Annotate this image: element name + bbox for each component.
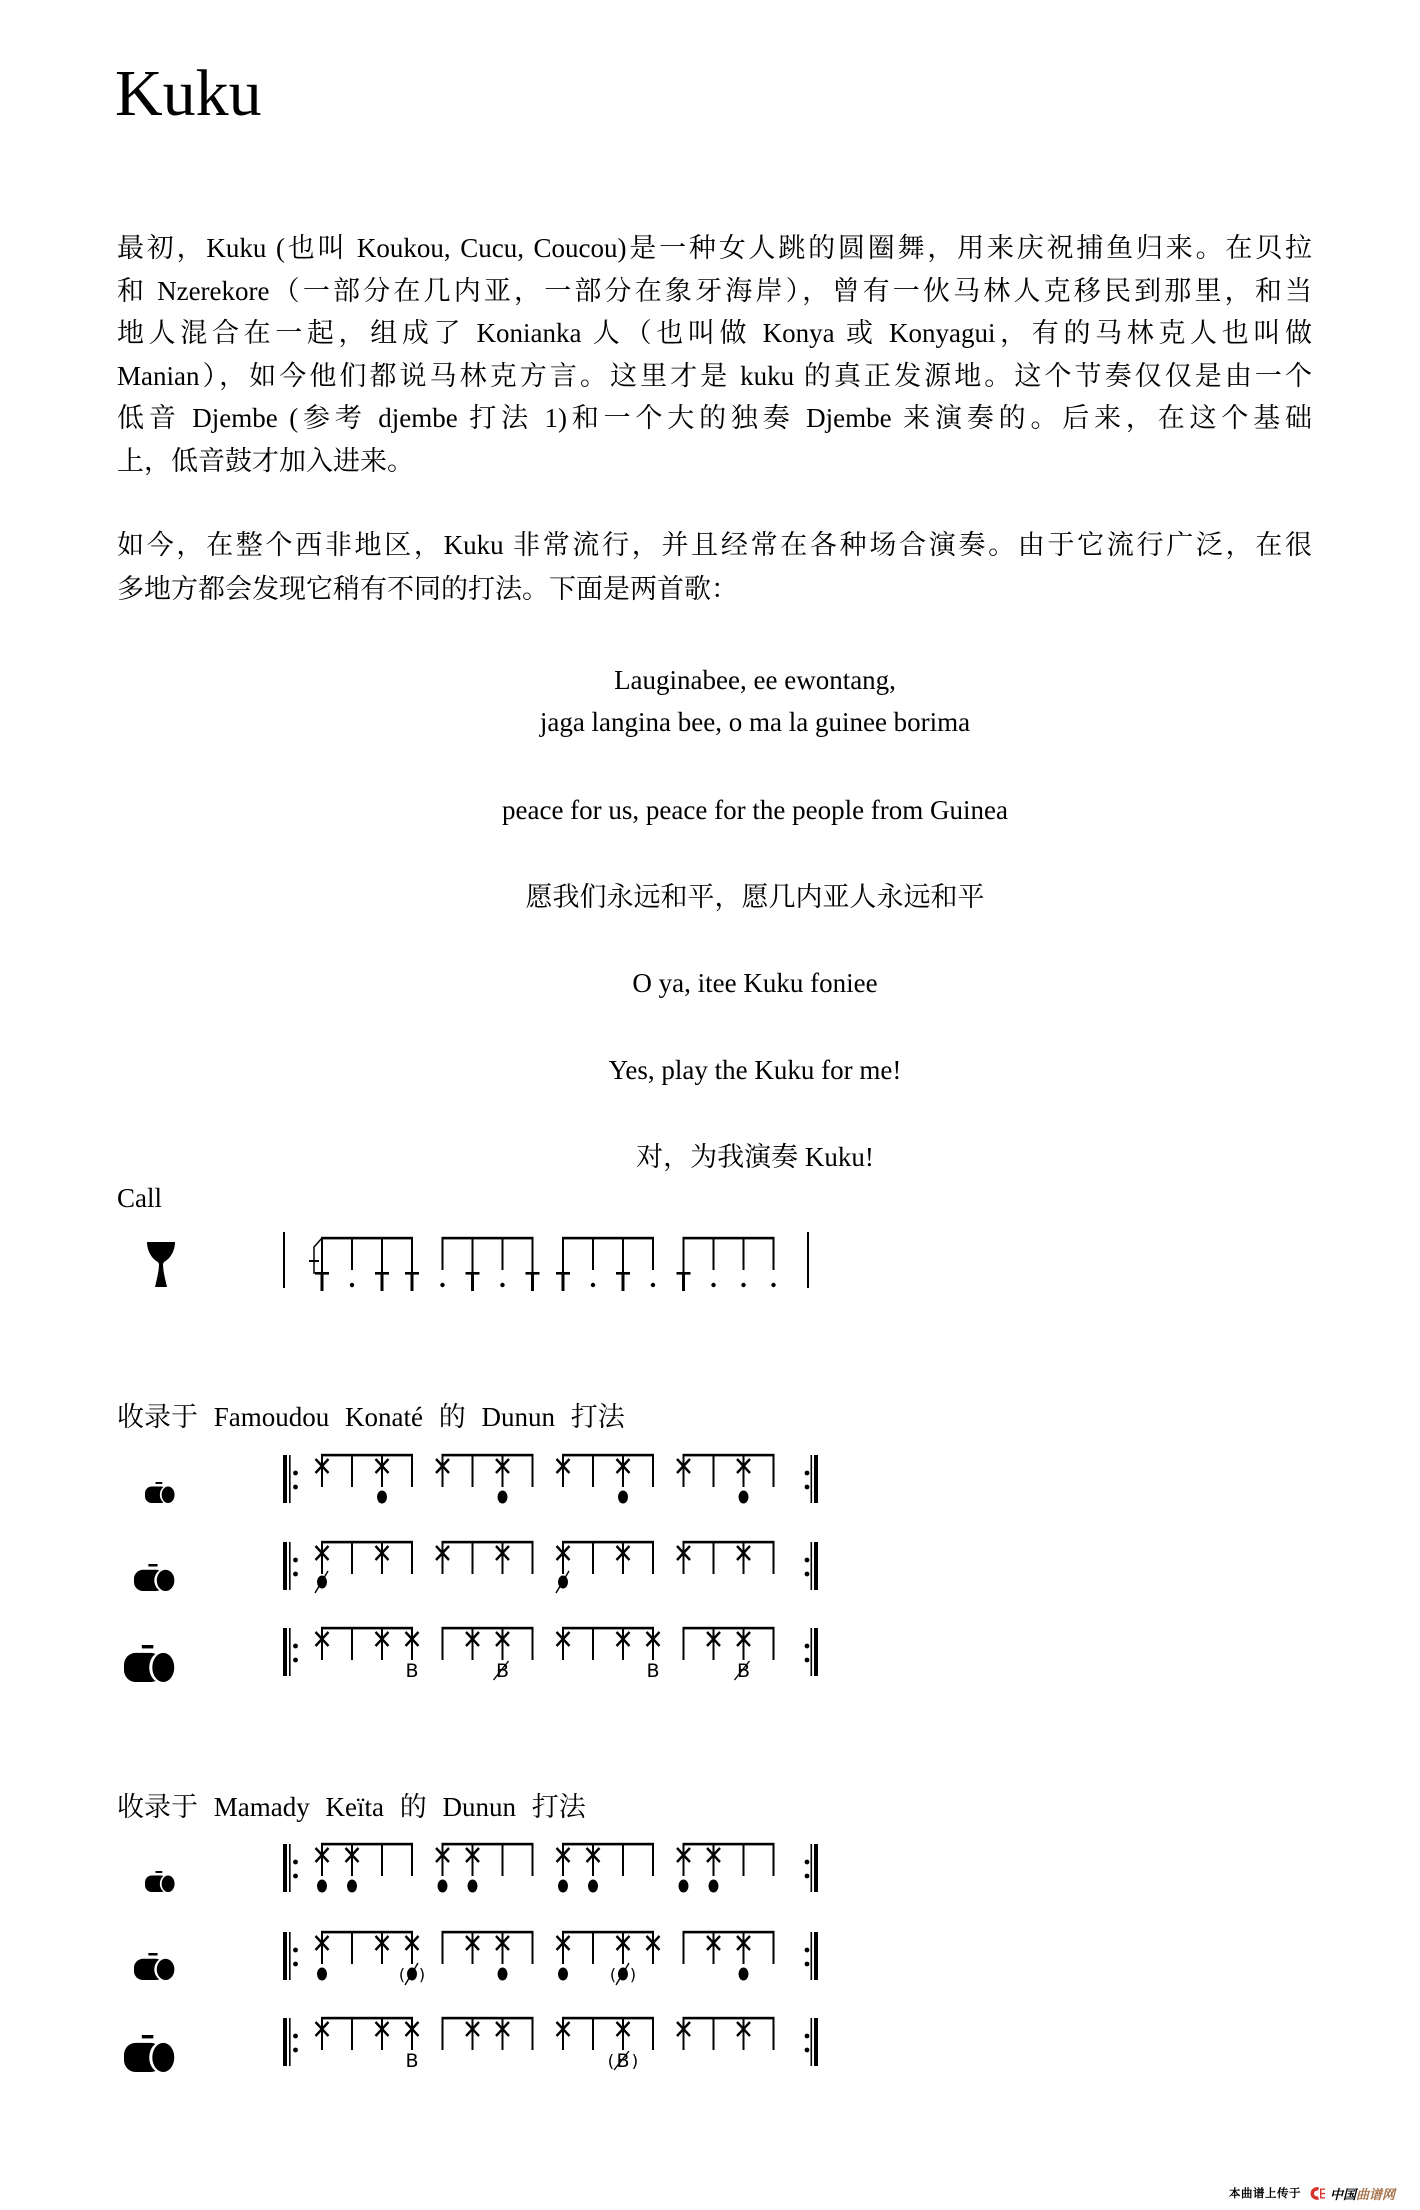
beat-group <box>316 1843 414 1893</box>
note-empty-pulse <box>773 1628 775 1660</box>
note-empty-pulse <box>442 1932 444 1964</box>
paragraph-line: 多地方都会发现它稍有不同的打法。下面是两首歌： <box>117 574 738 604</box>
note-bell <box>466 1628 479 1660</box>
lyric-line: jaga langina bee, o ma la guinee borima <box>539 707 971 737</box>
svg-text:(: ( <box>398 1965 406 1984</box>
note-bell-bass <box>405 2018 418 2072</box>
note-empty-pulse <box>773 2018 775 2050</box>
note-bell-optional-muted-stroke <box>399 1932 425 1985</box>
lyric-line: O ya, itee Kuku foniee <box>632 968 878 998</box>
note-bell-bass <box>646 1628 659 1682</box>
beam <box>442 1541 534 1544</box>
beam <box>683 2017 775 2020</box>
note-empty-pulse <box>411 1542 413 1574</box>
svg-text:B: B <box>646 1660 660 1682</box>
beat-group <box>436 1454 534 1504</box>
note-bell <box>557 1455 570 1487</box>
note-rest <box>651 1238 655 1287</box>
beam <box>683 1627 775 1630</box>
beat-group <box>683 1627 775 1682</box>
note-bell-open-stroke <box>316 1932 329 1981</box>
svg-text:(: ( <box>609 1965 617 1984</box>
note-bell-muted-bass <box>735 1628 751 1682</box>
note-bell <box>557 1628 570 1660</box>
note-bell <box>376 1542 389 1574</box>
note-bell <box>677 1455 690 1487</box>
repeat-start-sign <box>283 2018 298 2066</box>
paragraph-line: 上，低音鼓才加入进来。 <box>117 445 414 476</box>
note-rest <box>771 1238 775 1287</box>
note-rest <box>440 1238 444 1287</box>
beam <box>321 2017 413 2020</box>
note-empty-pulse <box>652 1542 654 1574</box>
note-bell <box>436 1542 449 1574</box>
note-rest <box>741 1238 745 1287</box>
note-empty-pulse <box>592 1542 594 1574</box>
beat-group <box>440 1237 539 1291</box>
beat-group <box>436 1541 534 1574</box>
note-empty-pulse <box>532 1628 534 1660</box>
note-bell <box>617 1542 630 1574</box>
intro-paragraph-2 <box>117 523 1312 611</box>
note-bell-open-stroke <box>557 1844 570 1893</box>
beam <box>683 1931 775 1934</box>
note-empty-pulse <box>773 1932 775 1964</box>
note-bell <box>647 1932 660 1964</box>
note-bell-muted-stroke <box>315 1542 329 1593</box>
beat-group <box>683 1931 775 1981</box>
call-staff <box>0 1228 1420 1303</box>
note-empty-pulse <box>532 1932 534 1964</box>
note-bell <box>316 2018 329 2050</box>
note-tone <box>405 1238 419 1291</box>
paragraph-line: Manian），如今他们都说马林克方言。这里才是 kuku 的真正发源地。这个节奏仅仅是由一个 <box>117 360 1312 391</box>
beat-group <box>557 1931 660 1985</box>
beat-group <box>316 2017 419 2072</box>
note-bell <box>466 2018 479 2050</box>
note-tone <box>375 1238 389 1291</box>
beat-group <box>316 1931 426 1985</box>
beam <box>442 1454 534 1457</box>
note-bell <box>376 1932 389 1964</box>
note-bell-open-stroke <box>587 1844 600 1893</box>
beat-group <box>677 2017 775 2050</box>
note-flam-tone <box>309 1238 329 1291</box>
logo-text-china: 中国 <box>1330 2187 1357 2203</box>
beat-group <box>677 1541 775 1574</box>
logo-text-site: 曲谱网 <box>1356 2187 1396 2203</box>
note-bell-optional-muted-stroke <box>610 1932 636 1985</box>
lyric-translation-zh: 对，为我演奏 Kuku! <box>636 1142 874 1172</box>
beat-group <box>315 1541 413 1593</box>
beam <box>683 1843 775 1846</box>
note-rest <box>500 1238 504 1287</box>
beat-group <box>442 1627 534 1682</box>
beat-group <box>556 1541 654 1593</box>
sangban-staff <box>0 1532 1420 1607</box>
note-empty-pulse <box>411 1844 413 1876</box>
beat-group <box>316 1627 419 1682</box>
repeat-start-sign <box>283 1542 298 1590</box>
repeat-end-sign <box>805 1932 818 1980</box>
beam <box>442 1627 534 1630</box>
lyric-translation-zh: 愿我们永远和平，愿几内亚人永远和平 <box>525 882 985 912</box>
note-empty-pulse <box>713 2018 715 2050</box>
note-empty-pulse <box>652 2018 654 2050</box>
note-empty-pulse <box>773 1455 775 1487</box>
repeat-end-sign <box>805 2018 818 2066</box>
kenkeni-staff <box>0 1834 1420 1909</box>
note-bell-open-stroke <box>557 1932 570 1981</box>
upload-watermark <box>1229 2184 1395 2202</box>
note-bell <box>316 1455 329 1487</box>
beam <box>562 1454 654 1457</box>
beam <box>442 2017 534 2020</box>
beam <box>683 1454 775 1457</box>
note-bell-open-stroke <box>496 1455 509 1504</box>
section-heading: 收录于 Famoudou Konaté 的 Dunun 打法 <box>117 1402 625 1432</box>
note-empty-pulse <box>532 1844 534 1876</box>
note-empty-pulse <box>743 1844 745 1876</box>
beam <box>683 1237 775 1240</box>
svg-text:B: B <box>616 2050 630 2072</box>
repeat-end-sign <box>805 1542 818 1590</box>
note-bell <box>557 2018 570 2050</box>
beat-group <box>309 1237 419 1291</box>
note-empty-pulse <box>442 1628 444 1660</box>
note-tone <box>466 1238 480 1291</box>
note-bell-open-stroke <box>466 1844 479 1893</box>
note-bell <box>617 1628 630 1660</box>
beam <box>442 1237 534 1240</box>
beam <box>442 1931 534 1934</box>
intro-paragraph-1 <box>117 227 1312 483</box>
note-empty-pulse <box>472 1455 474 1487</box>
note-empty-pulse <box>622 1844 624 1876</box>
note-bell-open-stroke <box>346 1844 359 1893</box>
beam <box>321 1454 413 1457</box>
note-empty-pulse <box>683 1628 685 1660</box>
beam <box>442 1843 534 1846</box>
svg-text:B: B <box>495 1660 510 1682</box>
note-bell <box>436 1455 449 1487</box>
note-bell-open-stroke <box>496 1932 509 1981</box>
note-bell-open-stroke <box>737 1455 750 1504</box>
note-empty-pulse <box>351 1628 353 1660</box>
note-empty-pulse <box>713 1542 715 1574</box>
repeat-start-sign <box>283 1844 298 1892</box>
note-empty-pulse <box>592 1455 594 1487</box>
svg-text:(: ( <box>607 2052 615 2072</box>
note-empty-pulse <box>592 1628 594 1660</box>
beam <box>562 1541 654 1544</box>
repeat-start-sign <box>283 1455 298 1503</box>
paragraph-line: 和 Nzerekore（一部分在几内亚，一部分在象牙海岸），曾有一伙马林人克移民到那里，和当 <box>117 275 1312 306</box>
note-empty-pulse <box>773 1542 775 1574</box>
note-bell <box>737 2018 750 2050</box>
note-bell <box>707 1932 720 1964</box>
note-empty-pulse <box>592 1932 594 1964</box>
note-bell <box>737 1542 750 1574</box>
paragraph-line: 地人混合在一起，组成了 Konianka 人（也叫做 Konya 或 Konyagui，有的马林克人也叫做 <box>117 318 1312 349</box>
beam <box>562 1931 654 1934</box>
section-heading: 收录于 Mamady Keïta 的 Dunun 打法 <box>117 1792 586 1822</box>
note-empty-pulse <box>351 1932 353 1964</box>
beam <box>321 1931 413 1934</box>
svg-text:B: B <box>736 1660 751 1682</box>
beat-group <box>677 1237 776 1291</box>
note-bell-open-stroke <box>677 1844 690 1893</box>
note-empty-pulse <box>773 1844 775 1876</box>
beat-group <box>442 2017 534 2050</box>
beam <box>683 1541 775 1544</box>
note-bell <box>496 2018 509 2050</box>
repeat-end-sign <box>805 1628 818 1676</box>
note-bell-optional-muted-bass <box>608 2018 639 2072</box>
note-empty-pulse <box>683 1932 685 1964</box>
note-bell <box>677 1542 690 1574</box>
call-label: Call <box>117 1183 162 1213</box>
note-bell <box>707 1628 720 1660</box>
repeat-end-sign <box>805 1455 818 1503</box>
note-bell-muted-bass <box>494 1628 510 1682</box>
barline-start <box>283 1232 285 1288</box>
note-tone <box>616 1238 630 1291</box>
note-empty-pulse <box>502 1844 504 1876</box>
note-empty-pulse <box>381 1844 383 1876</box>
repeat-start-sign <box>283 1628 298 1676</box>
beam <box>321 1627 413 1630</box>
note-empty-pulse <box>532 1455 534 1487</box>
note-bell <box>376 1628 389 1660</box>
note-bell-open-stroke <box>617 1455 630 1504</box>
barline-end <box>807 1232 809 1288</box>
lyric-translation-en: Yes, play the Kuku for me! <box>608 1055 902 1085</box>
svg-text:): ) <box>629 1965 637 1984</box>
repeat-end-sign <box>805 1844 818 1892</box>
paragraph-line: 如今，在整个西非地区，Kuku 非常流行，并且经常在各种场合演奏。由于它流行广泛，在很 <box>117 530 1312 560</box>
note-empty-pulse <box>532 1542 534 1574</box>
note-empty-pulse <box>411 1455 413 1487</box>
note-rest <box>591 1238 595 1287</box>
lyric-translation-en: peace for us, peace for the people from Guinea <box>502 795 1008 825</box>
note-empty-pulse <box>442 2018 444 2050</box>
beat-group <box>677 1843 775 1893</box>
beat-group <box>316 1454 414 1504</box>
upload-text: 本曲谱上传于 <box>1229 2186 1301 2200</box>
svg-text:): ) <box>631 2052 639 2072</box>
note-empty-pulse <box>351 2018 353 2050</box>
beam <box>321 1541 413 1544</box>
beat-group <box>436 1843 534 1893</box>
note-empty-pulse <box>532 2018 534 2050</box>
dundunba-staff <box>0 2008 1420 2083</box>
beam <box>562 2017 654 2020</box>
sangban-staff <box>0 1922 1420 1997</box>
beat-group <box>557 2017 655 2072</box>
note-tone <box>556 1238 570 1291</box>
beat-group <box>557 1454 655 1504</box>
note-empty-pulse <box>351 1542 353 1574</box>
note-bell <box>376 2018 389 2050</box>
dundunba-staff <box>0 1618 1420 1693</box>
note-bell-open-stroke <box>737 1932 750 1981</box>
note-bell <box>496 1542 509 1574</box>
beat-group <box>557 1843 655 1893</box>
note-rest <box>350 1238 354 1287</box>
beat-group <box>557 1627 660 1682</box>
note-empty-pulse <box>652 1455 654 1487</box>
note-tone <box>677 1238 691 1291</box>
note-empty-pulse <box>713 1455 715 1487</box>
note-bell-muted-stroke <box>556 1542 570 1593</box>
note-empty-pulse <box>592 2018 594 2050</box>
paragraph-line: 低音 Djembe (参考 djembe 打法 1)和一个大的独奏 Djembe 来演奏的。后来，在这个基础 <box>117 403 1312 434</box>
beam <box>321 1843 413 1846</box>
note-bell-open-stroke <box>376 1455 389 1504</box>
note-rest <box>711 1238 715 1287</box>
site-logo-icon <box>1310 2187 1327 2200</box>
note-empty-pulse <box>351 1455 353 1487</box>
beam <box>562 1627 654 1630</box>
note-bell-open-stroke <box>316 1844 329 1893</box>
note-tone <box>526 1238 540 1291</box>
beat-group <box>677 1454 775 1504</box>
note-bell <box>466 1932 479 1964</box>
kenkeni-staff <box>0 1445 1420 1520</box>
svg-text:): ) <box>418 1965 426 1984</box>
note-bell <box>316 1628 329 1660</box>
beat-group <box>556 1237 655 1291</box>
note-bell-open-stroke <box>707 1844 720 1893</box>
svg-text:B: B <box>405 1660 419 1682</box>
beam <box>321 1237 413 1240</box>
svg-text:B: B <box>405 2050 419 2072</box>
beam <box>562 1237 654 1240</box>
note-empty-pulse <box>472 1542 474 1574</box>
note-bell-open-stroke <box>436 1844 449 1893</box>
document-title: Kuku <box>115 57 262 130</box>
note-empty-pulse <box>652 1844 654 1876</box>
repeat-start-sign <box>283 1932 298 1980</box>
lyric-line: Lauginabee, ee ewontang, <box>614 665 896 695</box>
beat-group <box>442 1931 534 1981</box>
note-bell <box>677 2018 690 2050</box>
note-bell-bass <box>405 1628 418 1682</box>
paragraph-line: 最初，Kuku (也叫 Koukou, Cucu, Coucou)是一种女人跳的圆圈舞，用来庆祝捕鱼归来。在贝拉 <box>117 233 1312 263</box>
beam <box>562 1843 654 1846</box>
